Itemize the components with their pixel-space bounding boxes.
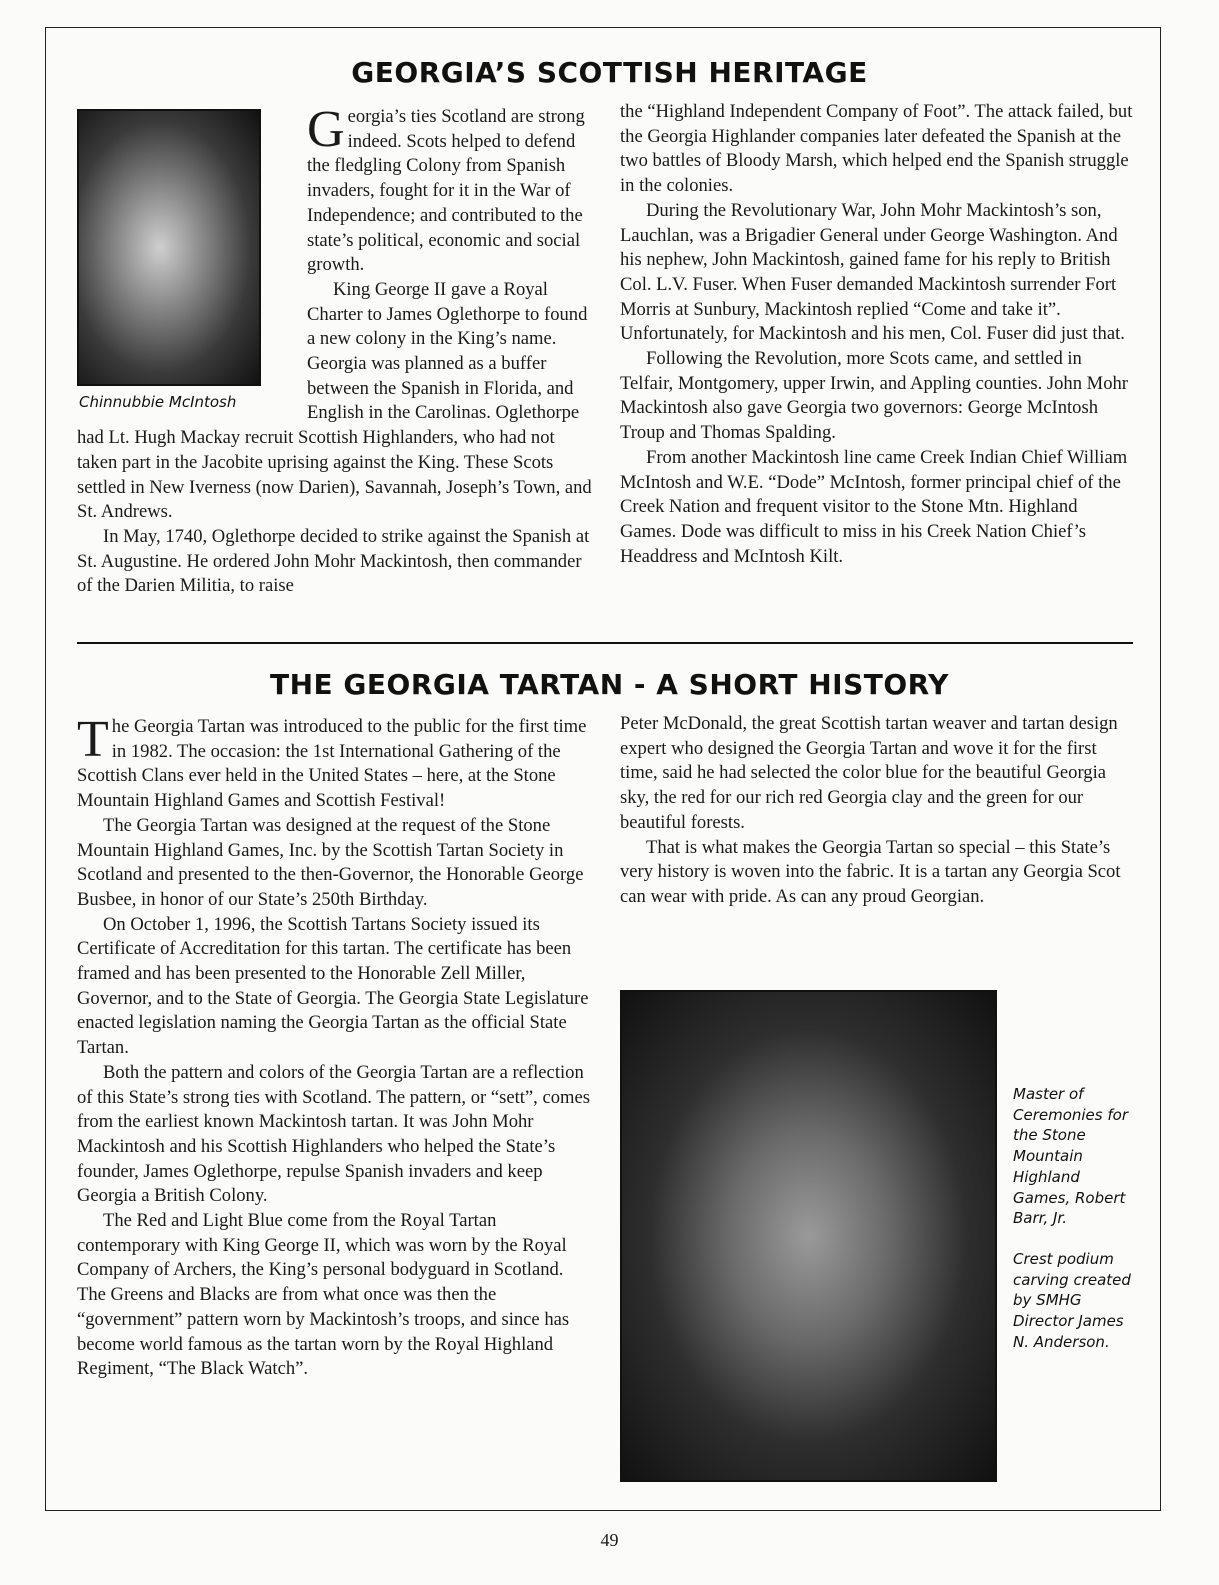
- photo-crest-podium: [620, 990, 997, 1482]
- paragraph: That is what makes the Georgia Tartan so special – this State’s very history is woven into the fabric. It is a tartan any Georgia Scot can wear with pride. As can any proud Georgian.: [620, 836, 1121, 907]
- article2-left-column: [77, 711, 592, 1382]
- paragraph: In May, 1740, Oglethorpe decided to strike against the Spanish at St. Augustine. He ordered John Mohr Mackintosh, then commander of the Darien Militia, to raise: [77, 525, 590, 597]
- paragraph: Peter McDonald, the great Scottish tartan weaver and tartan design expert who designed the Georgia Tartan and wove it for the first time, said he had selected the color blue for the beautiful Georgia sky, the red for our rich red Georgia clay and the green for our beautiful forests.: [620, 713, 1118, 833]
- paragraph: During the Revolutionary War, John Mohr Mackintosh’s son, Lauchlan, was a Brigadier General under George Washington. And his nephew, John Mackintosh, gained fame for his reply to British Col. L.V. Fuser. When Fuser demanded Mackintosh surrender Fort Morris at Sunbury, Mackintosh replied “Come and take it”. Unfortunately, for Mackintosh and his men, Col. Fuser did just that.: [620, 199, 1125, 345]
- photo-caption-master-of-ceremonies: Master of Ceremonies for the Stone Mountain Highland Games, Robert Barr, Jr.: [1013, 1085, 1128, 1228]
- page-number: 49: [600, 1530, 619, 1550]
- paragraph: The Georgia Tartan was introduced to the public for the first time in 1982. The occasion: the 1st International Gathering of the Scottish Clans ever held in the United States – here, at the Stone Mountain Highland Games and Scottish Festival!: [77, 711, 587, 812]
- paragraph: King George II gave a Royal Charter to James Oglethorpe to found a new colony in the King’s name. Georgia was planned as a buffer between the Spanish in Florida, and English in the Carolinas. Oglethorpe had Lt. Hugh Mackay recruit Scottish Highlanders, who had not taken part in the Jacobite uprising against the King. These Scots settled in New Iverness (now Darien), Savannah, Joseph’s Town, and St. Andrews.: [77, 278, 592, 523]
- article1-right-column: [620, 100, 1135, 569]
- paragraph: Georgia’s ties Scotland are strong indeed. Scots helped to defend the fledgling Colony from Spanish invaders, fought for it in the War of Independence; and contributed to the state’s political, economic and social growth.: [307, 101, 585, 276]
- drop-cap: G: [307, 101, 345, 158]
- section-divider: [77, 642, 1133, 644]
- photo-caption-crest-podium: Crest podium carving created by SMHG Director James N. Anderson.: [1013, 1250, 1131, 1351]
- paragraph: The Georgia Tartan was designed at the request of the Stone Mountain Highland Games, Inc. by the Scottish Tartan Society in Scotland and presented to the then-Governor, the Honorable George Busbee, in honor of our State’s 250th Birthday.: [77, 814, 584, 910]
- paragraph: Both the pattern and colors of the Georgia Tartan are a reflection of this State’s strong ties with Scotland. The pattern, or “sett”, comes from the earliest known Mackintosh tartan. It was John Mohr Mackintosh and his Scottish Highlanders who helped the State’s founder, James Oglethorpe, repulse Spanish invaders and keep Georgia a British Colony.: [77, 1061, 590, 1207]
- article2-right-column: [620, 712, 1135, 910]
- paragraph: On October 1, 1996, the Scottish Tartans Society issued its Certificate of Accreditation for this tartan. The certificate has been framed and has been presented to the Honorable Zell Miller, Governor, and to the State of Georgia. The Georgia State Legislature enacted legislation naming the Georgia Tartan as the official State Tartan.: [77, 913, 589, 1059]
- article1-left-column: [77, 101, 592, 599]
- photo-chinnubbie-mcintosh: [77, 109, 261, 386]
- article-title-georgia-tartan: THE GEORGIA TARTAN - A SHORT HISTORY: [270, 668, 949, 701]
- paragraph: the “Highland Independent Company of Foot”. The attack failed, but the Georgia Highlander companies later defeated the Spanish at the two battles of Bloody Marsh, which helped end the Spanish struggle in the colonies.: [620, 101, 1133, 197]
- paragraph: The Red and Light Blue come from the Royal Tartan contemporary with King George II, which was worn by the Royal Company of Archers, the King’s personal bodyguard in Scotland. The Greens and Blacks are from what once was then the “government” pattern worn by Mackintosh’s troops, and since has become world famous as the tartan worn by the Royal Highland Regiment, “The Black Watch”.: [77, 1210, 570, 1380]
- paragraph: From another Mackintosh line came Creek Indian Chief William McIntosh and W.E. “Dode” McIntosh, former principal chief of the Creek Nation and frequent visitor to the Stone Mtn. Highland Games. Dode was difficult to miss in his Creek Nation Chief’s Headdress and McIntosh Kilt.: [620, 446, 1128, 567]
- paragraph: Following the Revolution, more Scots came, and settled in Telfair, Montgomery, upper Irwin, and Appling counties. John Mohr Mackintosh also gave Georgia two governors: George McIntosh Troup and Thomas Spalding.: [620, 348, 1128, 444]
- photo-block: [77, 105, 307, 425]
- article-title-scottish-heritage: GEORGIA’S SCOTTISH HERITAGE: [351, 56, 868, 89]
- drop-cap: T: [77, 711, 109, 768]
- photo-caption: Chinnubbie McIntosh: [79, 393, 237, 411]
